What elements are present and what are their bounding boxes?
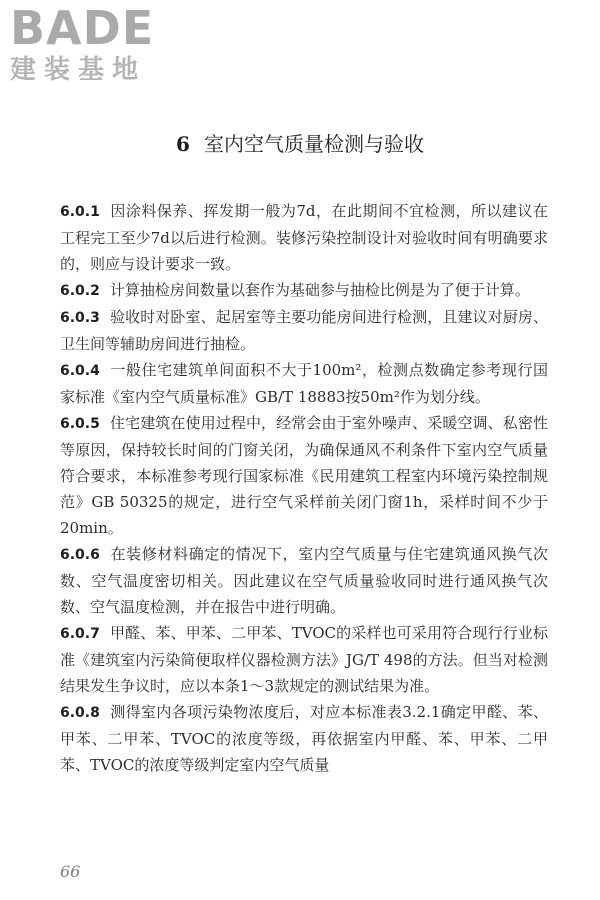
clause-number: 6.0.7	[60, 626, 100, 642]
clause-6-0-2	[60, 277, 548, 304]
clause-6-0-4	[60, 357, 548, 410]
clause-6-0-8	[60, 699, 548, 778]
clause-text: 甲醛、苯、甲苯、二甲苯、TVOC的采样也可采用符合现行行业标准《建筑室内污染简便取样仪器检测方法》JG/T 498的方法。但当对检测结果发生争议时，应以本条1～3款规定的测试结果为准。	[60, 624, 548, 695]
clause-text: 计算抽检房间数量以套作为基础参与抽检比例是为了便于计算。	[109, 281, 530, 299]
clause-list	[60, 198, 548, 778]
logo-subtitle: 建装基地	[10, 55, 147, 85]
clause-number: 6.0.8	[60, 705, 100, 721]
logo-wordmark: BADE	[10, 1, 155, 55]
clause-text: 一般住宅建筑单间面积不大于100m²，检测点数确定参考现行国家标准《室内空气质量标准》GB/T 18883按50m²作为划分线。	[60, 361, 548, 406]
clause-6-0-7	[60, 620, 548, 699]
clause-text: 在装修材料确定的情况下，室内空气质量与住宅建筑通风换气次数、空气温度密切相关。因此建议在空气质量验收同时进行通风换气次数、空气温度检测，并在报告中进行明确。	[60, 545, 548, 616]
bade-logo	[10, 1, 190, 86]
clause-number: 6.0.4	[60, 363, 100, 379]
clause-number: 6.0.3	[60, 310, 100, 326]
clause-6-0-1	[60, 198, 548, 277]
clause-number: 6.0.5	[60, 416, 100, 432]
clause-6-0-3	[60, 304, 548, 357]
clause-number: 6.0.1	[60, 204, 100, 220]
clause-text: 验收时对卧室、起居室等主要功能房间进行检测，且建议对厨房、卫生间等辅助房间进行抽检。	[60, 308, 548, 353]
clause-text: 测得室内各项污染物浓度后，对应本标准表3.2.1确定甲醛、苯、甲苯、二甲苯、TVOC的浓度等级，再依据室内甲醛、苯、甲苯、二甲苯、TVOC的浓度等级判定室内空气质量	[60, 703, 548, 774]
clause-6-0-5	[60, 410, 548, 541]
chapter-title-text: 室内空气质量检测与验收	[203, 132, 424, 156]
chapter-heading	[0, 130, 600, 158]
clause-text: 住宅建筑在使用过程中，经常会由于室外噪声、采暖空调、私密性等原因，保持较长时间的门窗关闭，为确保通风不利条件下室内空气质量符合要求，本标准参考现行国家标准《民用建筑工程室内环境污染控制规范》GB 50325的规定，进行空气采样前关闭门窗1h，采样时间不少于20min。	[60, 414, 548, 537]
clause-6-0-6	[60, 541, 548, 620]
page-number: 66	[60, 862, 81, 881]
chapter-number: 6	[176, 132, 190, 156]
clause-number: 6.0.2	[60, 283, 100, 299]
clause-number: 6.0.6	[60, 547, 100, 563]
clause-text: 因涂料保养、挥发期一般为7d，在此期间不宜检测，所以建议在工程完工至少7d以后进行检测。装修污染控制设计对验收时间有明确要求的，则应与设计要求一致。	[60, 202, 548, 273]
